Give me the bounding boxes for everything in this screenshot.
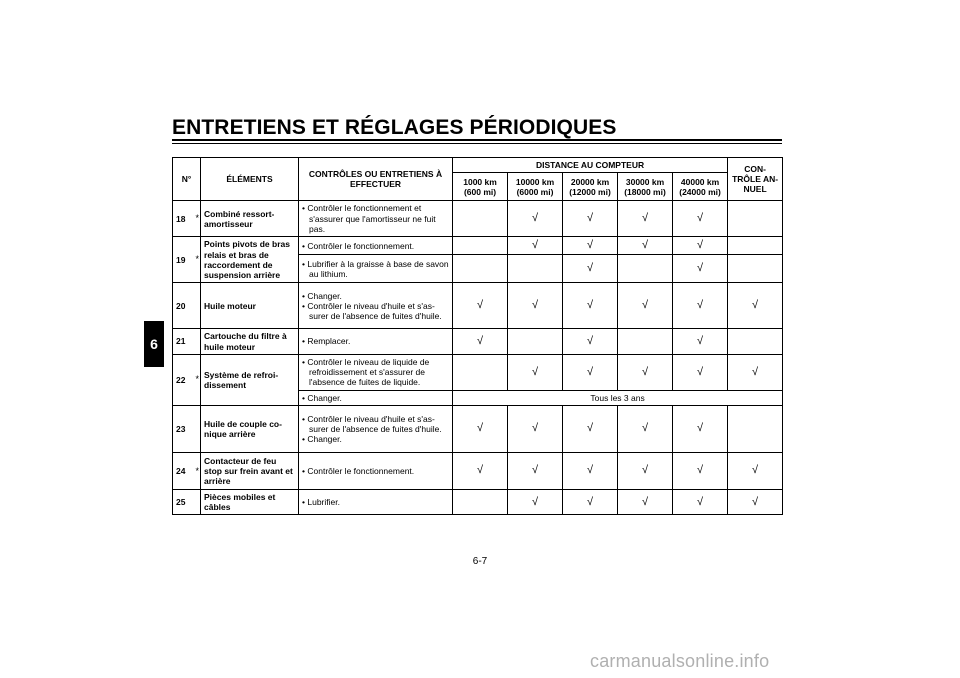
header-km-20000: 20000 km (12000 mi): [563, 173, 618, 201]
header-no: N°: [173, 158, 201, 201]
row-number: 23: [173, 405, 193, 452]
table-row-23: [173, 405, 783, 452]
table-row-25: [173, 489, 783, 514]
check-cell: [453, 354, 508, 390]
element-name: Combiné ressort-amortisseur: [201, 201, 299, 237]
check-cell: √: [673, 201, 728, 237]
check-cell: √: [508, 489, 563, 514]
check-cell: √: [563, 255, 618, 283]
check-cell: [728, 201, 783, 237]
check-cell: [453, 237, 508, 255]
header-km-30000: 30000 km (18000 mi): [618, 173, 673, 201]
table-row-19a: [173, 237, 783, 255]
element-name: Système de refroi-dissement: [201, 354, 299, 405]
table-row-24: [173, 452, 783, 489]
page-title: ENTRETIENS ET RÉGLAGES PÉRIODIQUES: [172, 116, 617, 139]
check-cell: √: [563, 452, 618, 489]
header-distance: DISTANCE AU COMPTEUR: [453, 158, 728, 173]
check-cell: √: [618, 237, 673, 255]
table-row-20: [173, 283, 783, 329]
check-cell: √: [728, 489, 783, 514]
header-km-1000: 1000 km (600 mi): [453, 173, 508, 201]
row-number: 22: [173, 354, 193, 405]
check-cell: √: [618, 283, 673, 329]
element-name: Huile de couple co-nique arrière: [201, 405, 299, 452]
check-cell: √: [728, 354, 783, 390]
check-cell: [728, 329, 783, 354]
star-mark: *: [193, 237, 201, 283]
check-cell: [453, 255, 508, 283]
interval-note: Tous les 3 ans: [453, 390, 783, 405]
check-cell: [618, 255, 673, 283]
table-row-22a: [173, 354, 783, 390]
check-cell: √: [673, 354, 728, 390]
header-km-10000: 10000 km (6000 mi): [508, 173, 563, 201]
check-cell: √: [563, 405, 618, 452]
check-cell: √: [508, 283, 563, 329]
table-row-18: [173, 201, 783, 237]
check-cell: √: [508, 452, 563, 489]
header-annual: CON-TRÔLE AN-NUEL: [728, 158, 783, 201]
check-cell: √: [618, 354, 673, 390]
check-cell: [453, 201, 508, 237]
check-cell: [728, 255, 783, 283]
action-cell: • Lubrifier à la graisse à base de savon au lithium.: [299, 255, 453, 283]
check-cell: √: [728, 283, 783, 329]
element-name: Contacteur de feu stop sur frein avant et arrière: [201, 452, 299, 489]
check-cell: √: [673, 255, 728, 283]
check-cell: √: [673, 329, 728, 354]
element-name: Points pivots de bras relais et bras de raccordement de suspension arrière: [201, 237, 299, 283]
star-mark: [193, 283, 201, 329]
check-cell: √: [673, 237, 728, 255]
element-name: Cartouche du filtre à huile moteur: [201, 329, 299, 354]
page-number: 6-7: [472, 556, 488, 567]
action-cell: • Contrôler le niveau de liquide de refroidissement et s'assurer de l'absence de fuites de liquide.: [299, 354, 453, 390]
star-mark: *: [193, 452, 201, 489]
check-cell: √: [508, 405, 563, 452]
check-cell: [508, 255, 563, 283]
chapter-tab: 6: [144, 321, 164, 367]
check-cell: √: [563, 201, 618, 237]
action-cell: • Changer.: [299, 390, 453, 405]
action-cell: • Contrôler le fonctionnement.: [299, 452, 453, 489]
check-cell: √: [508, 354, 563, 390]
header-km-40000: 40000 km (24000 mi): [673, 173, 728, 201]
check-cell: √: [563, 329, 618, 354]
check-cell: [453, 489, 508, 514]
check-cell: √: [508, 237, 563, 255]
check-cell: √: [563, 489, 618, 514]
check-cell: [728, 237, 783, 255]
title-rule: [172, 139, 782, 141]
element-name: Huile moteur: [201, 283, 299, 329]
maintenance-table: [172, 157, 783, 515]
check-cell: √: [673, 405, 728, 452]
check-cell: √: [563, 354, 618, 390]
row-number: 18: [173, 201, 193, 237]
check-cell: √: [673, 283, 728, 329]
check-cell: √: [673, 489, 728, 514]
check-cell: √: [673, 452, 728, 489]
check-cell: [618, 329, 673, 354]
check-cell: √: [453, 283, 508, 329]
check-cell: [728, 405, 783, 452]
star-mark: [193, 405, 201, 452]
row-number: 20: [173, 283, 193, 329]
check-cell: √: [453, 452, 508, 489]
row-number: 24: [173, 452, 193, 489]
action-cell: • Remplacer.: [299, 329, 453, 354]
row-number: 19: [173, 237, 193, 283]
action-cell: • Lubrifier.: [299, 489, 453, 514]
check-cell: √: [508, 201, 563, 237]
title-rule-thin: [172, 143, 782, 144]
star-mark: *: [193, 354, 201, 405]
check-cell: √: [618, 405, 673, 452]
header-elements: ÉLÉMENTS: [201, 158, 299, 201]
check-cell: [508, 329, 563, 354]
row-number: 21: [173, 329, 193, 354]
header-controls: CONTRÔLES OU ENTRETIENS À EFFECTUER: [299, 158, 453, 201]
action-cell: • Contrôler le fonctionnement.: [299, 237, 453, 255]
star-mark: *: [193, 201, 201, 237]
watermark-link[interactable]: carmanualsonline.info: [590, 651, 770, 671]
star-mark: [193, 329, 201, 354]
check-cell: √: [618, 452, 673, 489]
table-row-21: [173, 329, 783, 354]
star-mark: [193, 489, 201, 514]
row-number: 25: [173, 489, 193, 514]
check-cell: √: [453, 405, 508, 452]
action-cell: • Contrôler le niveau d'huile et s'as-surer de l'absence de fuites d'huile. • Changer.: [299, 405, 453, 452]
check-cell: √: [618, 489, 673, 514]
check-cell: √: [453, 329, 508, 354]
action-cell: • Changer. • Contrôler le niveau d'huile et s'as-surer de l'absence de fuites d'huile.: [299, 283, 453, 329]
check-cell: √: [728, 452, 783, 489]
element-name: Pièces mobiles et câbles: [201, 489, 299, 514]
check-cell: √: [563, 283, 618, 329]
action-cell: • Contrôler le fonctionnement et s'assurer que l'amortisseur ne fuit pas.: [299, 201, 453, 237]
check-cell: √: [618, 201, 673, 237]
check-cell: √: [563, 237, 618, 255]
